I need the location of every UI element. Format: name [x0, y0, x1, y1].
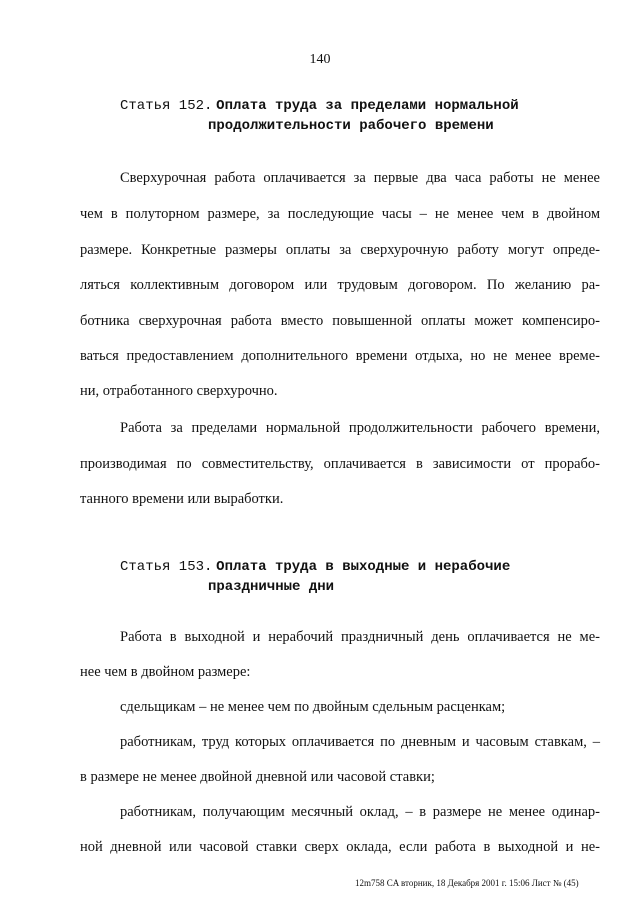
article-153-title-line1: Оплата труда в выходные и нерабочие — [216, 559, 511, 575]
article-152-line-9: производимая по совместительству, оплачивается в зависимости от прорабо- — [80, 456, 600, 472]
article-152-line-6: ваться предоставлением дополнительного времени отдыха, но не менее време- — [80, 348, 600, 364]
article-152-line-10: танного времени или выработки. — [80, 491, 284, 507]
article-153-heading — [120, 556, 590, 597]
article-152-title-line2: продолжительности рабочего времени — [208, 118, 494, 134]
article-153-line-4: работникам, труд которых оплачивается по дневным и часовым ставкам, – — [120, 734, 600, 750]
article-153-line-1: Работа в выходной и нерабочий праздничный день оплачивается не ме- — [120, 629, 600, 645]
article-153-line-7: ной дневной или часовой ставки сверх оклада, если работа в выходной и не- — [80, 839, 600, 855]
article-152-line-8: Работа за пределами нормальной продолжительности рабочего времени, — [120, 420, 600, 436]
article-153-line-2: нее чем в двойном размере: — [80, 664, 251, 680]
article-152-line-2: чем в полуторном размере, за последующие часы – не менее чем в двойном — [80, 206, 600, 222]
article-152-number: Статья 152. — [120, 98, 213, 114]
article-152-line-7: ни, отработанного сверхурочно. — [80, 383, 278, 399]
article-153-line-5: в размере не менее двойной дневной или часовой ставки; — [80, 769, 435, 785]
article-153-title-line2: праздничные дни — [208, 579, 335, 595]
article-153-number: Статья 153. — [120, 559, 213, 575]
article-152-heading — [120, 95, 590, 136]
article-152-title-line1: Оплата труда за пределами нормальной — [216, 98, 519, 114]
article-152-line-3: размере. Конкретные размеры оплаты за сверхурочную работу могут опреде- — [80, 242, 600, 258]
article-152-line-4: ляться коллективным договором или трудовым договором. По желанию ра- — [80, 277, 600, 293]
article-152-line-1: Сверхурочная работа оплачивается за первые два часа работы не менее — [120, 170, 600, 186]
article-152-line-5: ботника сверхурочная работа вместо повышенной оплаты может компенсиро- — [80, 313, 600, 329]
article-153-line-6: работникам, получающим месячный оклад, – в размере не менее одинар- — [120, 804, 600, 820]
print-footer: 12m758 CA вторник, 18 Декабря 2001 г. 15:06 Лист № (45) — [355, 878, 579, 888]
page-number: 140 — [309, 52, 331, 67]
article-153-line-3: сдельщикам – не менее чем по двойным сдельным расценкам; — [120, 699, 506, 715]
